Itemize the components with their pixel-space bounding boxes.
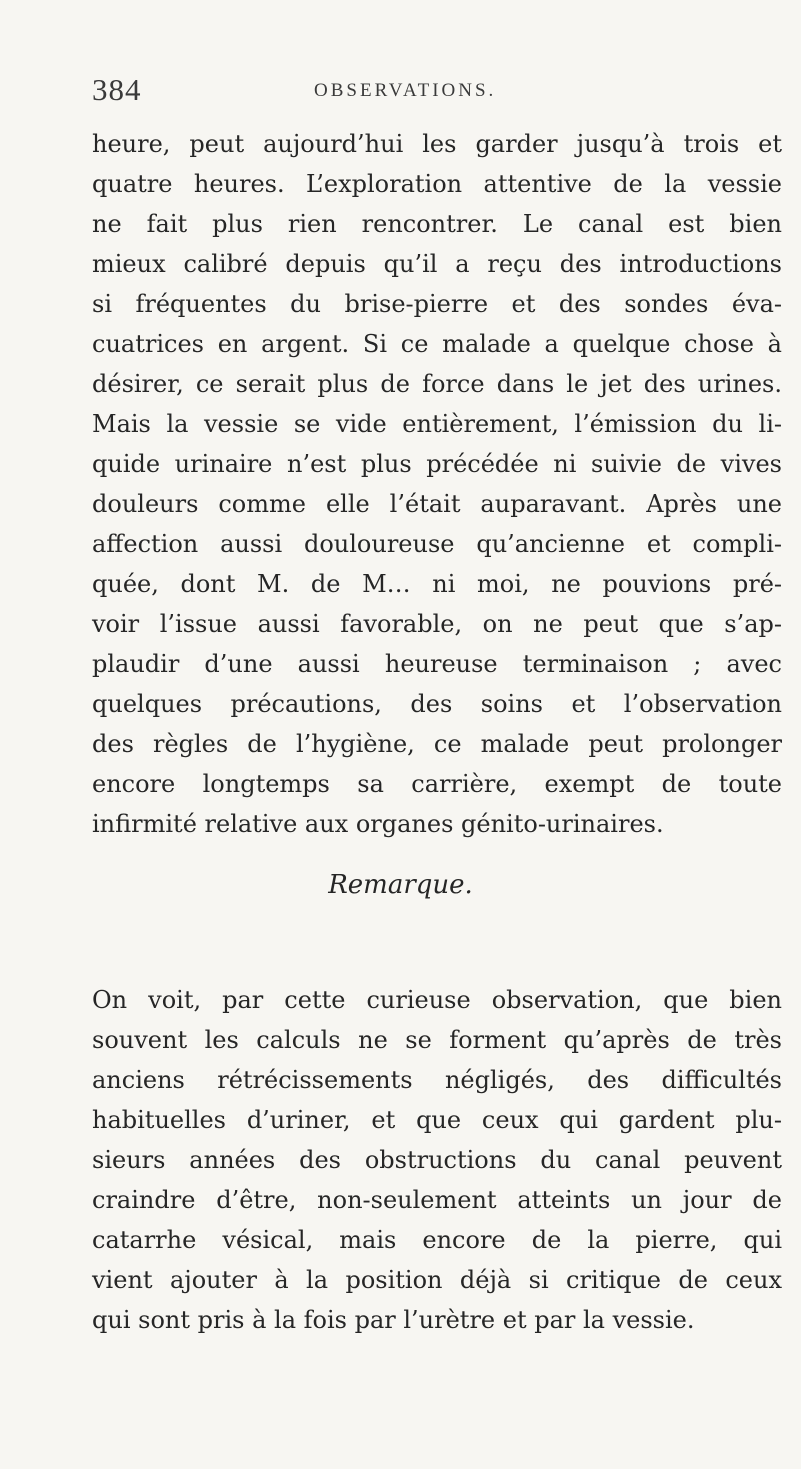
text-line: des règles de l’hygiène, ce malade peut prolonger bbox=[92, 730, 782, 758]
text-line: craindre d’être, non-seulement atteints un jour de bbox=[92, 1186, 782, 1214]
section-heading-remarque: Remarque. bbox=[328, 870, 473, 900]
text-line: quelques précautions, des soins et l’observation bbox=[92, 690, 782, 718]
text-line: ne fait plus rien rencontrer. Le canal est bien bbox=[92, 210, 782, 238]
page-number: 384 bbox=[92, 72, 142, 107]
text-line: mieux calibré depuis qu’il a reçu des introductions bbox=[92, 250, 782, 278]
text-line: voir l’issue aussi favorable, on ne peut que s’ap- bbox=[92, 610, 782, 638]
text-line: cuatrices en argent. Si ce malade a quelque chose à bbox=[92, 330, 782, 358]
paragraph-remarque bbox=[92, 980, 782, 1340]
text-line: si fréquentes du brise-pierre et des sondes éva- bbox=[92, 290, 782, 318]
text-line: qui sont pris à la fois par l’urètre et par la vessie. bbox=[92, 1306, 695, 1334]
text-line: sieurs années des obstructions du canal peuvent bbox=[92, 1146, 782, 1174]
text-line: infirmité relative aux organes génito-urinaires. bbox=[92, 810, 664, 838]
text-line: désirer, ce serait plus de force dans le jet des urines. bbox=[92, 370, 782, 398]
text-line: plaudir d’une aussi heureuse terminaison ; avec bbox=[92, 650, 782, 678]
text-line: On voit, par cette curieuse observation, que bien bbox=[92, 986, 782, 1014]
text-line: douleurs comme elle l’était auparavant. Après une bbox=[92, 490, 782, 518]
text-line: Mais la vessie se vide entièrement, l’émission du li- bbox=[92, 410, 782, 438]
text-line: heure, peut aujourd’hui les garder jusqu’à trois et bbox=[92, 130, 782, 158]
text-line: affection aussi douloureuse qu’ancienne et compli- bbox=[92, 530, 782, 558]
text-line: encore longtemps sa carrière, exempt de toute bbox=[92, 770, 782, 798]
text-line: anciens rétrécissements négligés, des difficultés bbox=[92, 1066, 782, 1094]
text-line: quatre heures. L’exploration attentive de la vessie bbox=[92, 170, 782, 198]
paragraph-observation bbox=[92, 124, 782, 844]
text-line: vient ajouter à la position déjà si critique de ceux bbox=[92, 1266, 782, 1294]
text-line: quide urinaire n’est plus précédée ni suivie de vives bbox=[92, 450, 782, 478]
text-line: quée, dont M. de M… ni moi, ne pouvions pré- bbox=[92, 570, 782, 598]
text-line: habituelles d’uriner, et que ceux qui gardent plu- bbox=[92, 1106, 782, 1134]
text-line: souvent les calculs ne se forment qu’après de très bbox=[92, 1026, 782, 1054]
text-line: catarrhe vésical, mais encore de la pierre, qui bbox=[92, 1226, 782, 1254]
page-header bbox=[92, 72, 772, 112]
running-head: OBSERVATIONS. bbox=[314, 80, 497, 101]
